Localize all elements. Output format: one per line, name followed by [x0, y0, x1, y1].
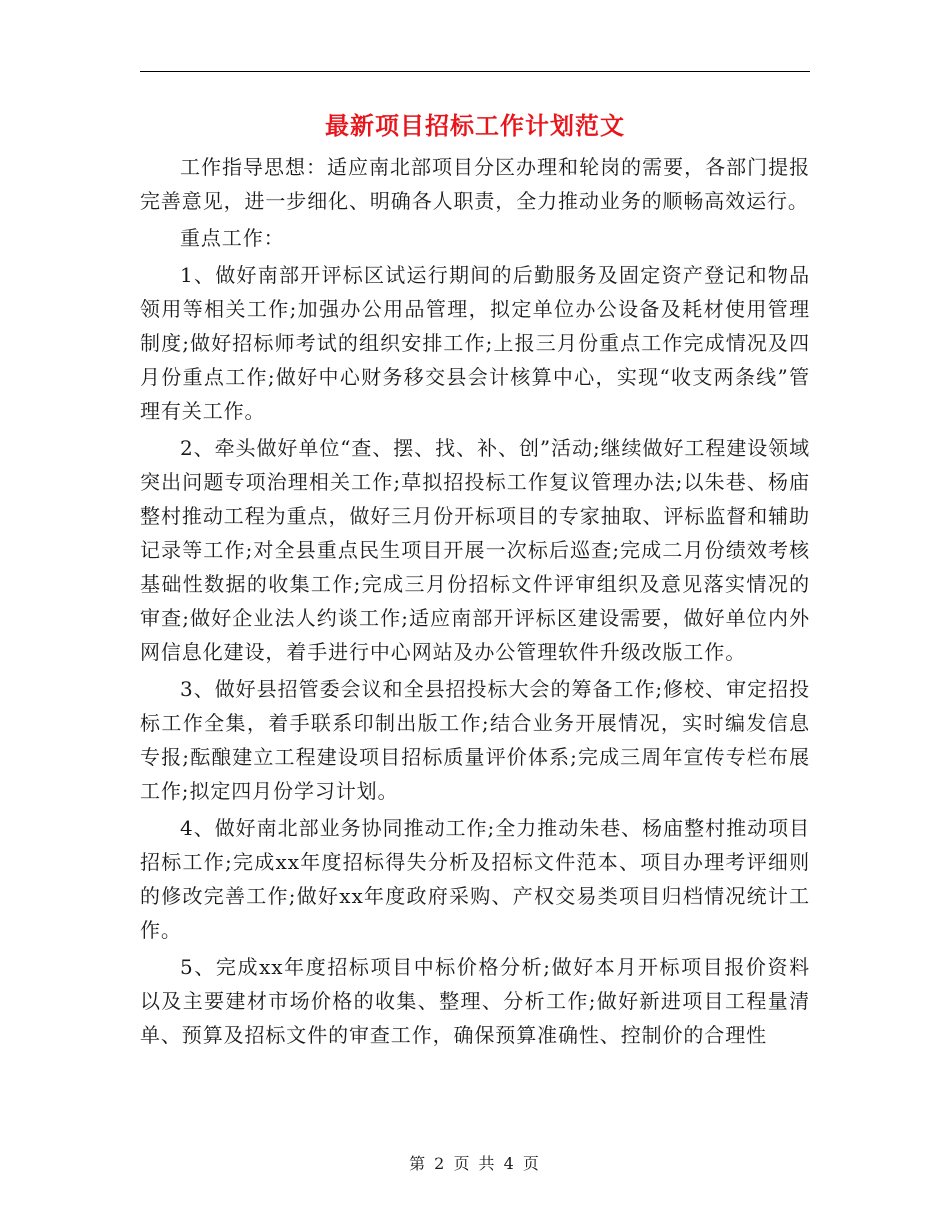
paragraph-item-4: 4、做好南北部业务协同推动工作;全力推动朱巷、杨庙整村推动项目招标工作;完成xx年度招标得失分析及招标文件范本、项目办理考评细则的修改完善工作;做好xx年度政府采购、产权交易类项目归档情况统计工作。	[140, 816, 810, 942]
paragraph-key-work-heading: 重点工作：	[180, 226, 285, 250]
document-body	[140, 150, 810, 1055]
header-rule	[140, 71, 810, 72]
paragraph-item-5: 5、完成xx年度招标项目中标价格分析;做好本月开标项目报价资料以及主要建材市场价格的收集、整理、分析工作;做好新进项目工程量清单、预算及招标文件的审查工作，确保预算准确性、控制价的合理性	[140, 955, 810, 1047]
paragraph-guiding-principle: 工作指导思想：适应南北部项目分区办理和轮岗的需要，各部门提报完善意见，进一步细化、明确各人职责，全力推动业务的顺畅高效运行。	[140, 155, 810, 213]
page-number-footer: 第 2 页 共 4 页	[409, 1154, 541, 1173]
paragraph-item-3: 3、做好县招管委会议和全县招投标大会的筹备工作;修校、审定招投标工作全集，着手联系印制出版工作;结合业务开展情况，实时编发信息专报;酝酿建立工程建设项目招标质量评价体系;完成三周年宣传专栏布展工作;拟定四月份学习计划。	[140, 677, 810, 803]
paragraph-item-2: 2、牵头做好单位“查、摆、找、补、创”活动;继续做好工程建设领域突出问题专项治理相关工作;草拟招投标工作复议管理办法;以朱巷、杨庙整村推动工程为重点，做好三月份开标项目的专家抽取、评标监督和辅助记录等工作;对全县重点民生项目开展一次标后巡查;完成二月份绩效考核基础性数据的收集工作;完成三月份招标文件评审组织及意见落实情况的审查;做好企业法人约谈工作;适应南部开评标区建设需要，做好单位内外网信息化建设，着手进行中心网站及办公管理软件升级改版工作。	[140, 436, 810, 664]
document-title: 最新项目招标工作计划范文	[325, 111, 625, 140]
paragraph-item-1: 1、做好南部开评标区试运行期间的后勤服务及固定资产登记和物品领用等相关工作;加强办公用品管理，拟定单位办公设备及耗材使用管理制度;做好招标师考试的组织安排工作;上报三月份重点工作完成情况及四月份重点工作;做好中心财务移交县会计核算中心，实现“收支两条线”管理有关工作。	[140, 263, 810, 423]
